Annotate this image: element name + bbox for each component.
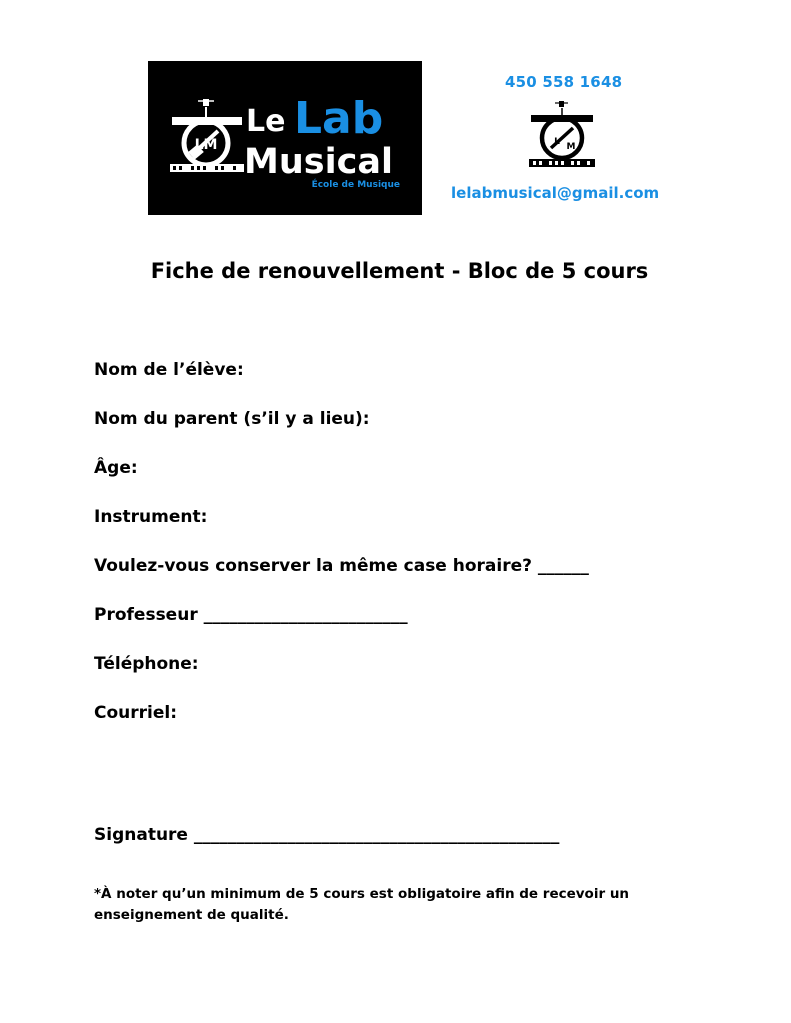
lab-musical-logo-graphic — [148, 61, 422, 215]
emblem-icon — [170, 99, 244, 172]
logo — [148, 61, 422, 215]
logo-tagline: École de Musique — [311, 180, 400, 190]
field-parent-name: Nom du parent (s’il y a lieu): — [94, 409, 370, 429]
field-instrument: Instrument: — [94, 507, 208, 527]
field-same-time-slot: Voulez-vous conserver la même case horaire? ______ — [94, 556, 589, 576]
page-title: Fiche de renouvellement - Bloc de 5 cours — [150, 259, 649, 283]
field-teacher: Professeur ________________________ — [94, 605, 408, 625]
field-age: Âge: — [94, 458, 138, 478]
field-phone: Téléphone: — [94, 654, 199, 674]
field-signature: Signature ___________________________________________ — [94, 825, 560, 845]
emblem-icon-small — [527, 101, 597, 173]
svg-text:M: M — [566, 142, 576, 152]
logo-word-musical: Musical — [244, 142, 393, 182]
logo-word-le: Le — [246, 104, 286, 139]
contact-email: lelabmusical@gmail.com — [451, 184, 660, 202]
contact-phone: 450 558 1648 — [505, 73, 623, 91]
svg-text:L: L — [554, 137, 560, 147]
field-student-name: Nom de l’élève: — [94, 360, 244, 380]
field-email: Courriel: — [94, 703, 178, 723]
logo-monogram: LM — [194, 137, 218, 153]
footnote: *À noter qu’un minimum de 5 cours est obligatoire afin de recevoir un enseignement de qualité. — [94, 886, 630, 923]
logo-word-lab: Lab — [294, 93, 384, 144]
